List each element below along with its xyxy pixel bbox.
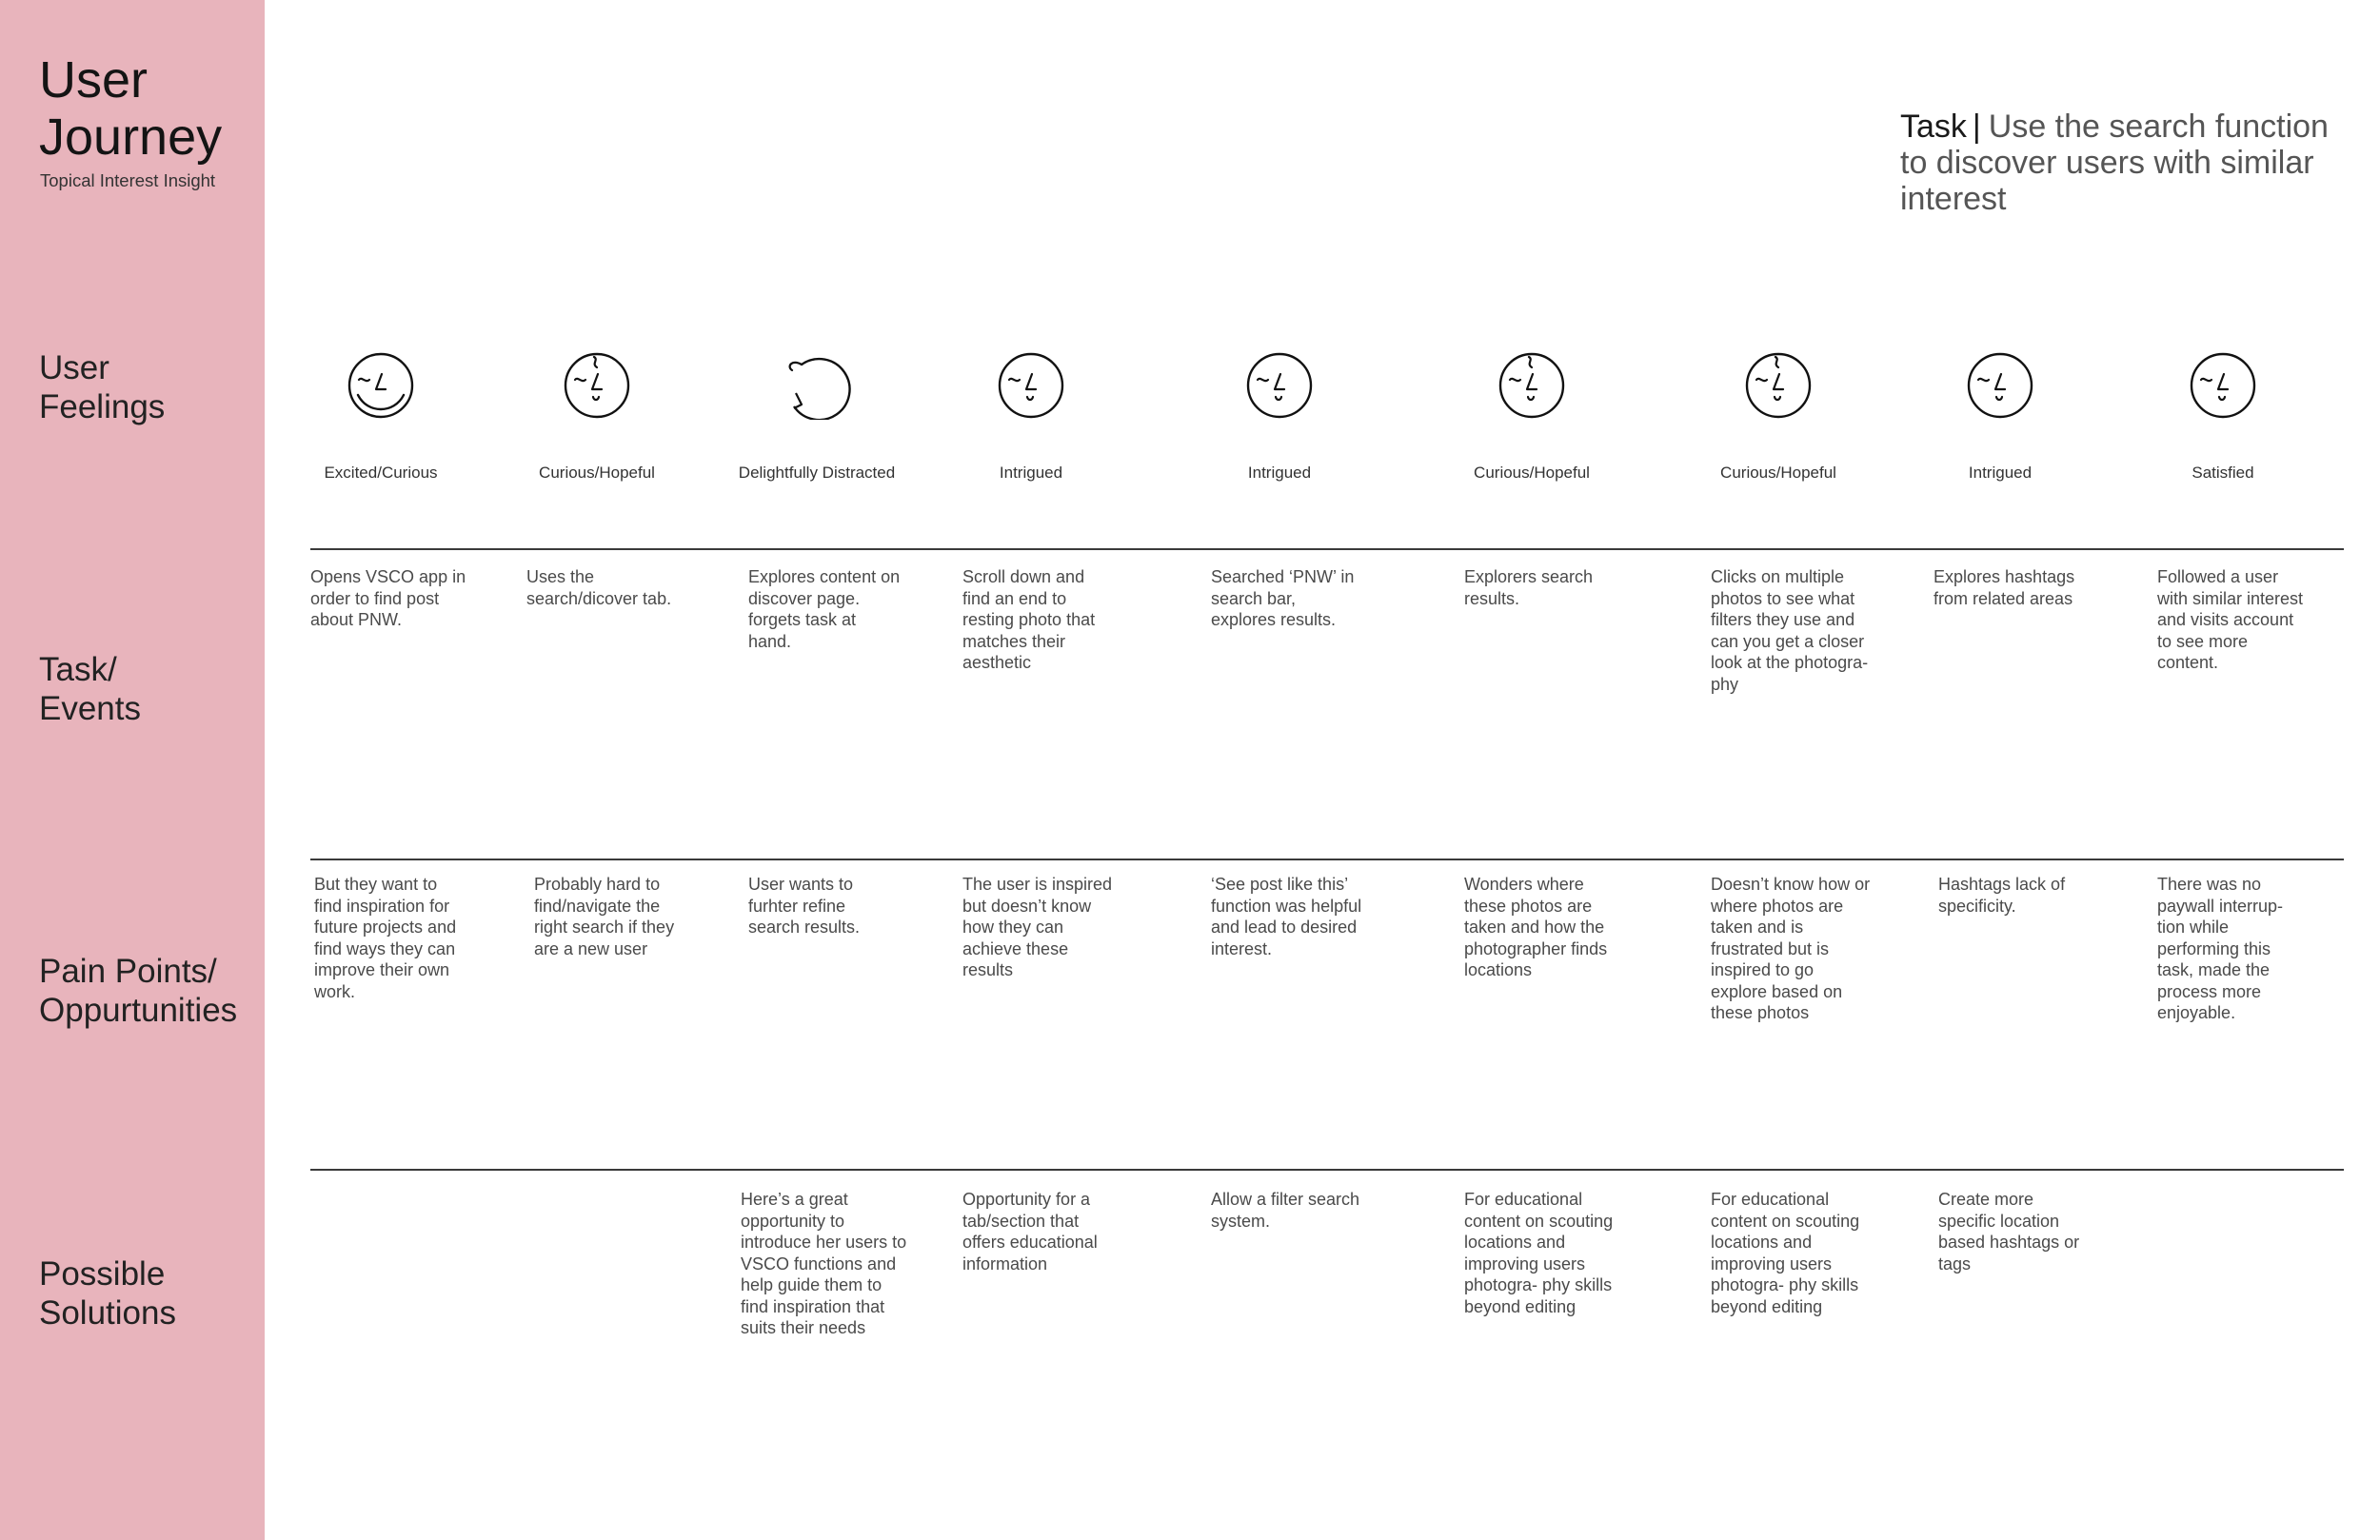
feeling-label: Excited/Curious bbox=[324, 464, 438, 482]
feeling-label: Intrigued bbox=[1247, 464, 1312, 482]
divider-solutions bbox=[310, 1169, 2344, 1171]
excited-face-icon bbox=[347, 351, 415, 420]
task-event-text: Opens VSCO app in order to find post about PNW. bbox=[310, 567, 466, 629]
satisfied-face-icon bbox=[2189, 351, 2257, 420]
intrigued-face-icon bbox=[1245, 351, 1314, 420]
task-event-text: Explores content on discover page. forgets task at hand. bbox=[748, 567, 901, 651]
task-event-text: Followed a user with similar interest and visits account to see more content. bbox=[2157, 567, 2304, 672]
pain-point-text: Wonders where these photos are taken and how the photographer finds locations bbox=[1464, 875, 1608, 979]
solution-text: Create more specific location based hashtags or tags bbox=[1938, 1190, 2080, 1273]
solution-text: Allow a filter search system. bbox=[1211, 1190, 1360, 1231]
pain-point-text: User wants to furhter refine search results. bbox=[748, 875, 861, 937]
pain-point-text: ‘See post like this’ function was helpful and lead to desired interest. bbox=[1211, 875, 1362, 958]
task-event-text: Searched ‘PNW’ in search bar, explores results. bbox=[1211, 567, 1355, 629]
solution-text: For educational content on scouting locations and improving users photogra- phy skills beyond editing bbox=[1464, 1190, 1614, 1316]
pain-point-text: The user is inspired but doesn’t know how they can achieve these results bbox=[962, 875, 1113, 979]
intrigued-face-icon bbox=[1966, 351, 2034, 420]
solution-text: Opportunity for a tab/section that offers educational information bbox=[962, 1190, 1098, 1273]
pain-point-text: Probably hard to find/navigate the right search if they are a new user bbox=[534, 875, 675, 958]
task-statement bbox=[1900, 109, 2348, 217]
distracted-face-icon bbox=[783, 351, 851, 420]
curious-face-icon bbox=[1497, 351, 1566, 420]
feeling-label: Curious/Hopeful bbox=[1720, 464, 1836, 482]
feeling-label: Delightfully Distracted bbox=[738, 464, 896, 482]
feeling-label: Satisfied bbox=[2192, 464, 2254, 482]
curious-face-icon bbox=[1744, 351, 1813, 420]
pain-point-text: But they want to find inspiration for future projects and find ways they can improve their own work. bbox=[314, 875, 457, 1001]
task-event-text: Uses the search/dicover tab. bbox=[526, 567, 672, 608]
pain-point-text: Doesn’t know how or where photos are taken and is frustrated but is inspired to go explore based on these photos bbox=[1711, 875, 1871, 1022]
page-subtitle: Topical Interest Insight bbox=[40, 170, 216, 190]
feeling-label: Curious/Hopeful bbox=[539, 464, 655, 482]
task-event-text: Clicks on multiple photos to see what filters they use and can you get a closer look at the photogra- phy bbox=[1711, 567, 1869, 694]
feeling-label: Intrigued bbox=[999, 464, 1063, 482]
solution-text: For educational content on scouting locations and improving users photogra- phy skills beyond editing bbox=[1711, 1190, 1860, 1316]
row-label-feelings: User Feelings bbox=[39, 349, 166, 425]
page-title: User Journey bbox=[39, 51, 223, 166]
curious-face-icon bbox=[563, 351, 631, 420]
row-label-pain-points: Pain Points/ Oppurtunities bbox=[39, 953, 238, 1029]
intrigued-face-icon bbox=[997, 351, 1065, 420]
solution-text: Here’s a great opportunity to introduce her users to VSCO functions and help guide them to find inspiration that suits their needs bbox=[741, 1190, 907, 1337]
row-label-solutions: Possible Solutions bbox=[39, 1255, 176, 1332]
task-separator: | bbox=[1972, 109, 1981, 145]
pain-point-text: Hashtags lack of specificity. bbox=[1938, 875, 2066, 916]
row-label-tasks: Task/ Events bbox=[39, 651, 141, 727]
task-text: Use the search function to discover users with similar interest bbox=[1900, 109, 2329, 217]
sidebar bbox=[0, 0, 265, 1540]
task-event-text: Explorers search results. bbox=[1464, 567, 1594, 608]
task-event-text: Scroll down and find an end to resting photo that matches their aesthetic bbox=[962, 567, 1096, 672]
divider-pain-points bbox=[310, 859, 2344, 860]
feeling-label: Intrigued bbox=[1968, 464, 2033, 482]
pain-point-text: There was no paywall interrup- tion while performing this task, made the process more enjoyable. bbox=[2157, 875, 2284, 1022]
divider-tasks bbox=[310, 548, 2344, 550]
task-label: Task bbox=[1900, 109, 1967, 145]
task-event-text: Explores hashtags from related areas bbox=[1934, 567, 2075, 608]
feeling-label: Curious/Hopeful bbox=[1474, 464, 1590, 482]
